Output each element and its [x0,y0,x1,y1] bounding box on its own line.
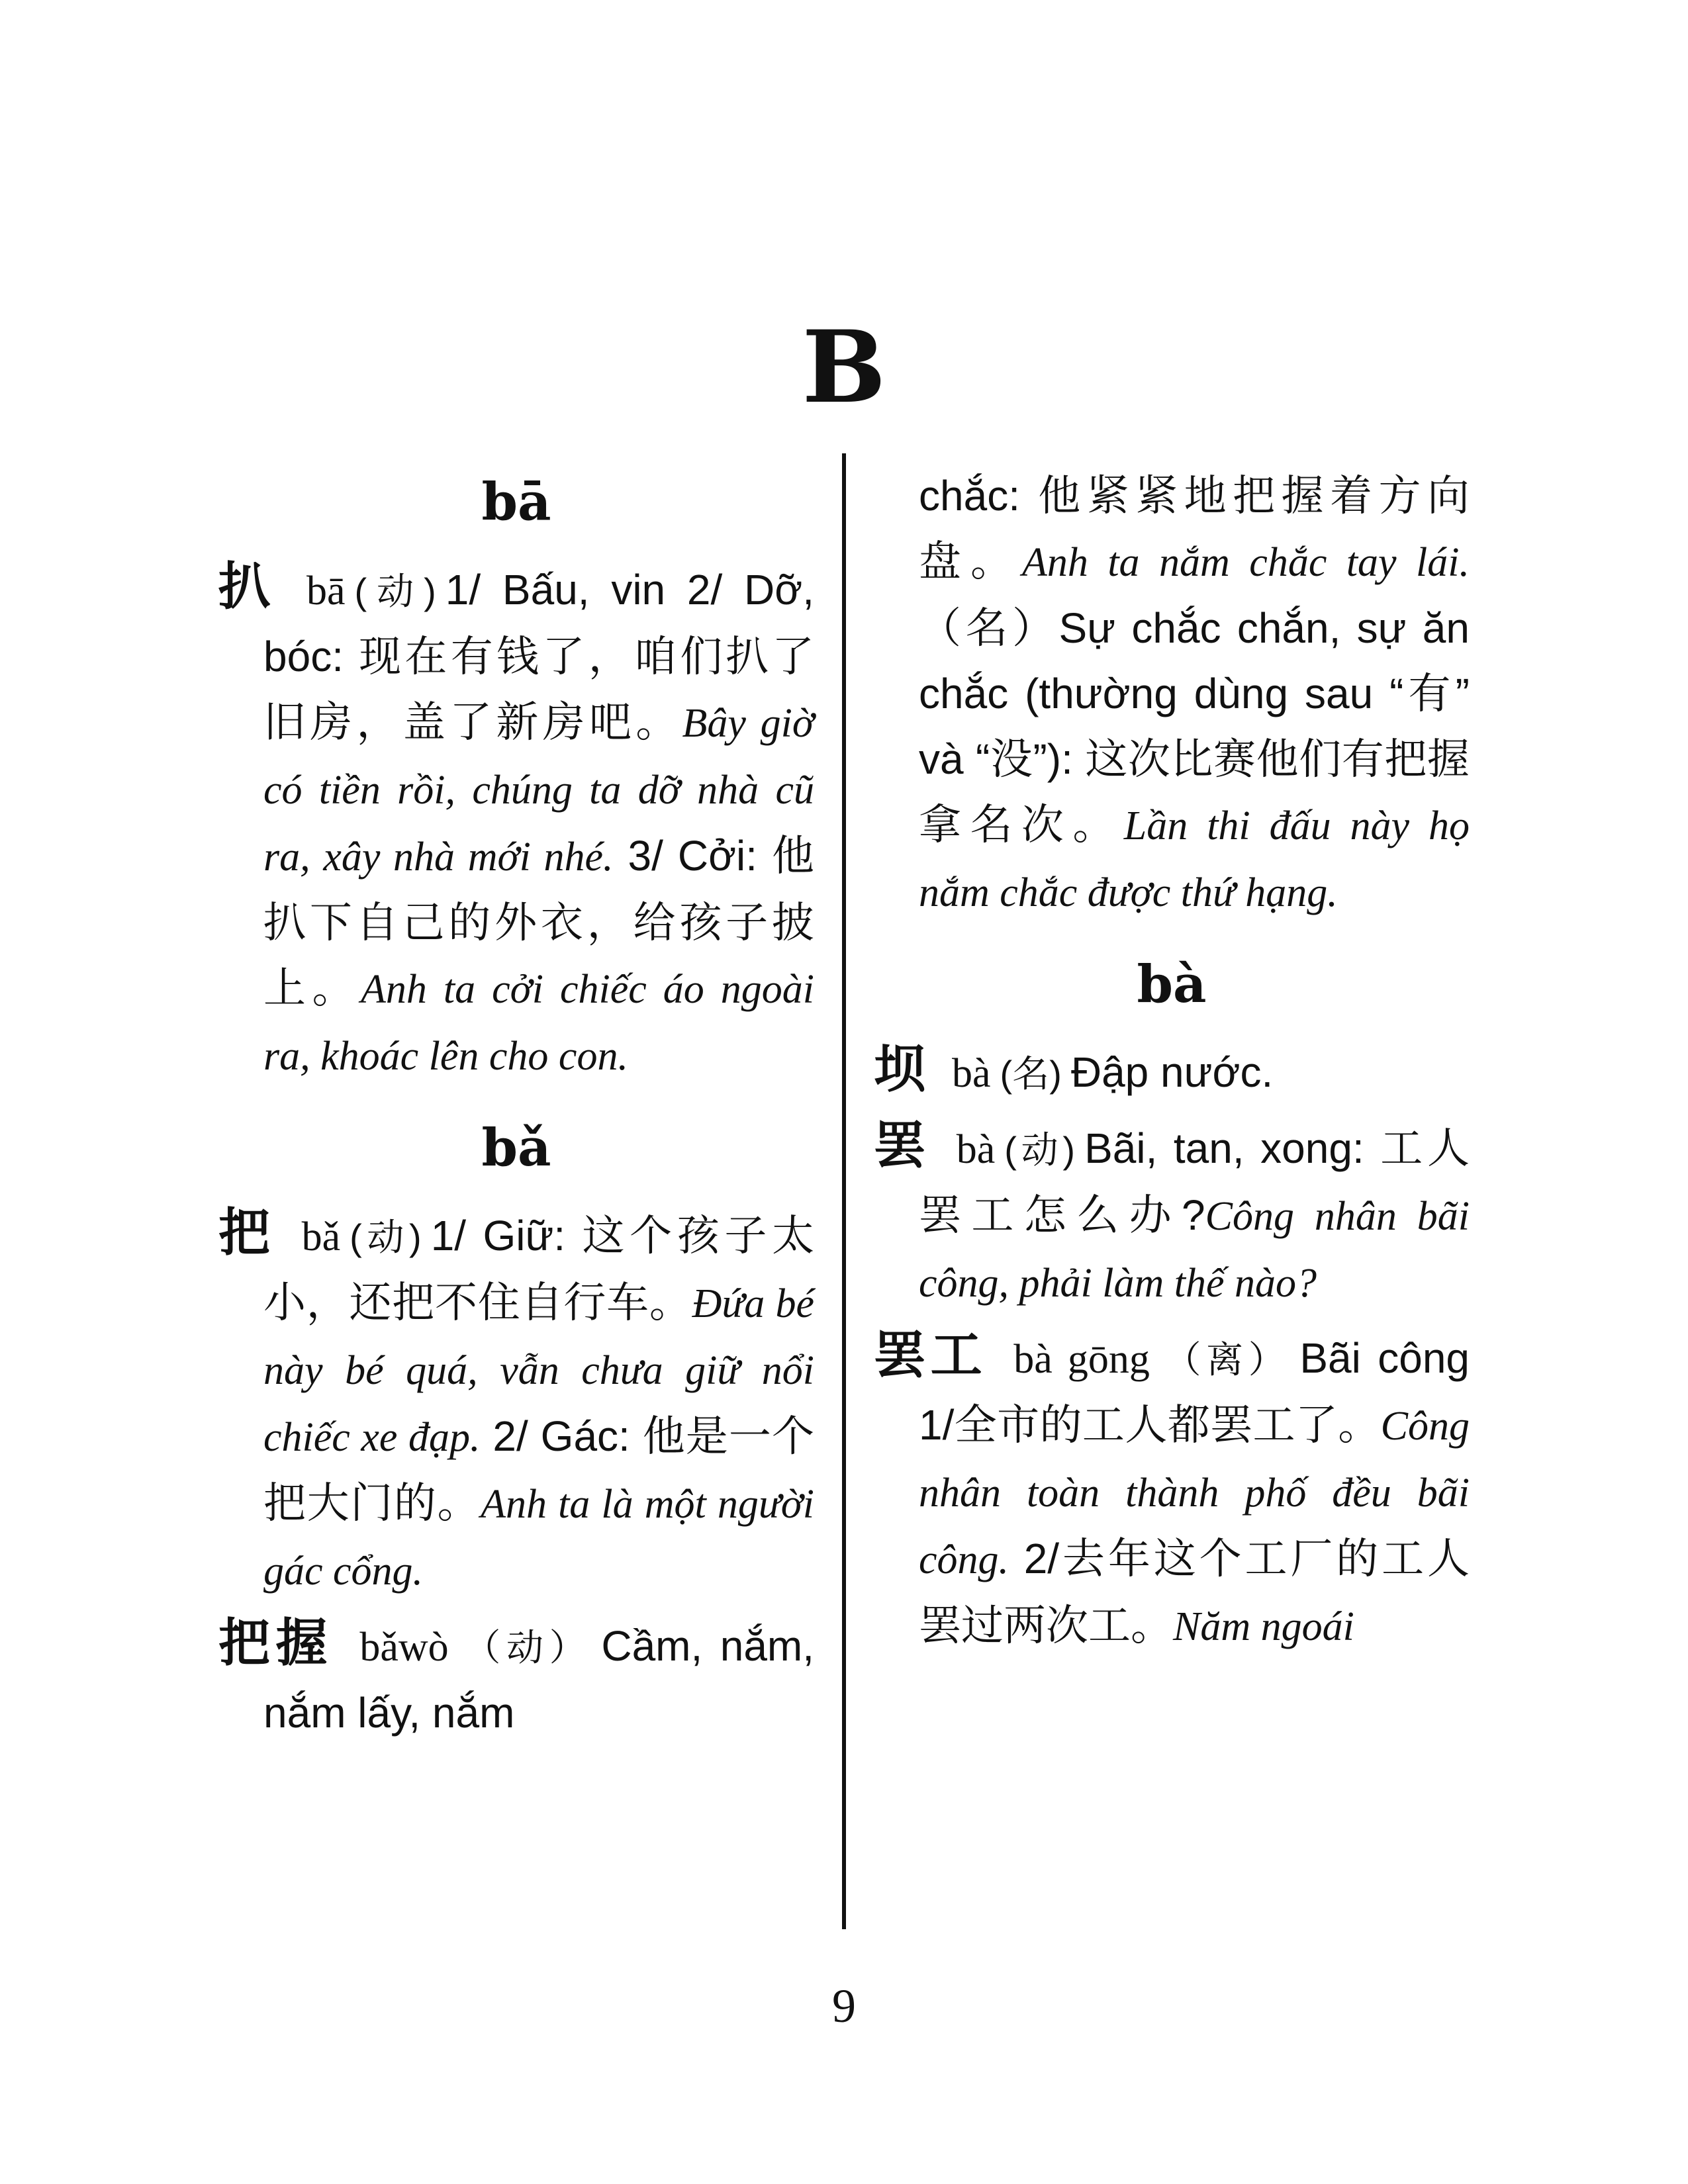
example-translation: Năm ngoái [1173,1604,1354,1649]
part-of-speech: （离） [1158,1339,1291,1381]
definition-text: Bãi công 1/全市的工人都罢工了。 [919,1334,1470,1449]
dictionary-entry [874,1323,1470,1660]
part-of-speech: (名) [1000,1053,1062,1095]
right-column [874,463,1470,1666]
dictionary-entry [218,555,814,1089]
example-translation: Công nhân toàn thành phố đều bãi công. [919,1404,1470,1582]
entry-continuation [874,463,1470,926]
headword: 扒 [218,557,280,617]
entry-pinyin: bà gōng [1013,1337,1150,1382]
example-translation: Anh ta cởi chiếc áo ngoài ra, khoác lên cho con. [263,967,815,1079]
example-translation: Lần thi đấu này họ nắm chắc được thứ hạng. [919,803,1470,915]
definition-text: 1/ Bấu, vin 2/ Dỡ, bóc: 现在有钱了，咱们扒了旧房，盖了新房吧。 [263,566,815,746]
headword: 把握 [218,1614,334,1673]
entry-pinyin: bà [956,1127,996,1172]
part-of-speech: (动) [354,570,436,612]
entry-pinyin: bǎwò [359,1625,449,1670]
example-translation: Đứa bé này bé quá, vẫn chưa giữ nổi chiếc xe đạp. [263,1281,815,1460]
entry-pinyin: bǎ [301,1214,341,1259]
example-translation: Bây giờ có tiền rồi, chúng ta dỡ nhà cũ ra, xây nhà mới nhé. [263,701,814,880]
pinyin-heading: bà [1137,954,1207,1015]
part-of-speech: (动) [350,1216,422,1258]
entry-pinyin: bā [306,569,346,614]
definition-text: chắc: 他紧紧地把握着方向盘。 [919,472,1470,585]
example-translation: Công nhân bãi công, phải làm thế nào? [919,1194,1470,1306]
dictionary-entry [874,1113,1470,1316]
dictionary-entry [874,1037,1470,1107]
pinyin-heading: bǎ [481,1118,551,1178]
definition-text: Cầm, nắm, nắm lấy, nắm [263,1622,815,1737]
definition-text: Đập nước. [1070,1048,1274,1096]
definition-text: 2/ Gác: 他是一个把大门的。 [263,1412,815,1527]
definition-text: Bãi, tan, xong: 工人罢工怎么办? [919,1124,1470,1239]
example-translation: Anh ta là một người gác cổng. [263,1482,815,1594]
page-number: 9 [832,1979,856,2032]
part-of-speech: （动） [457,1627,592,1668]
left-column [218,463,814,1752]
dictionary-entry [218,1201,814,1604]
dictionary-entry [218,1611,814,1746]
part-of-speech: (动) [1004,1129,1076,1171]
section-letter: B [802,309,886,426]
column-divider [842,453,846,1929]
definition-text: （名）Sự chắc chắn, sự ăn chắc (thường dùng sau “有” và “没”): 这次比赛他们有把握拿名次。 [919,604,1470,848]
definition-text: 1/ Giữ: 这个孩子太小，还把不住自行车。 [263,1212,814,1326]
definition-text: 3/ Cởi: 他扒下自己的外衣，给孩子披上。 [263,832,814,1012]
pinyin-heading: bā [481,472,551,532]
headword: 罢工 [874,1326,988,1385]
headword: 罢 [874,1116,930,1175]
entry-pinyin: bà [952,1051,991,1096]
headword: 把 [218,1203,275,1263]
definition-text: 2/去年这个工厂的工人罢过两次工。 [919,1535,1470,1649]
example-translation: Anh ta nắm chắc tay lái. [1021,540,1470,585]
headword: 坝 [874,1040,926,1099]
